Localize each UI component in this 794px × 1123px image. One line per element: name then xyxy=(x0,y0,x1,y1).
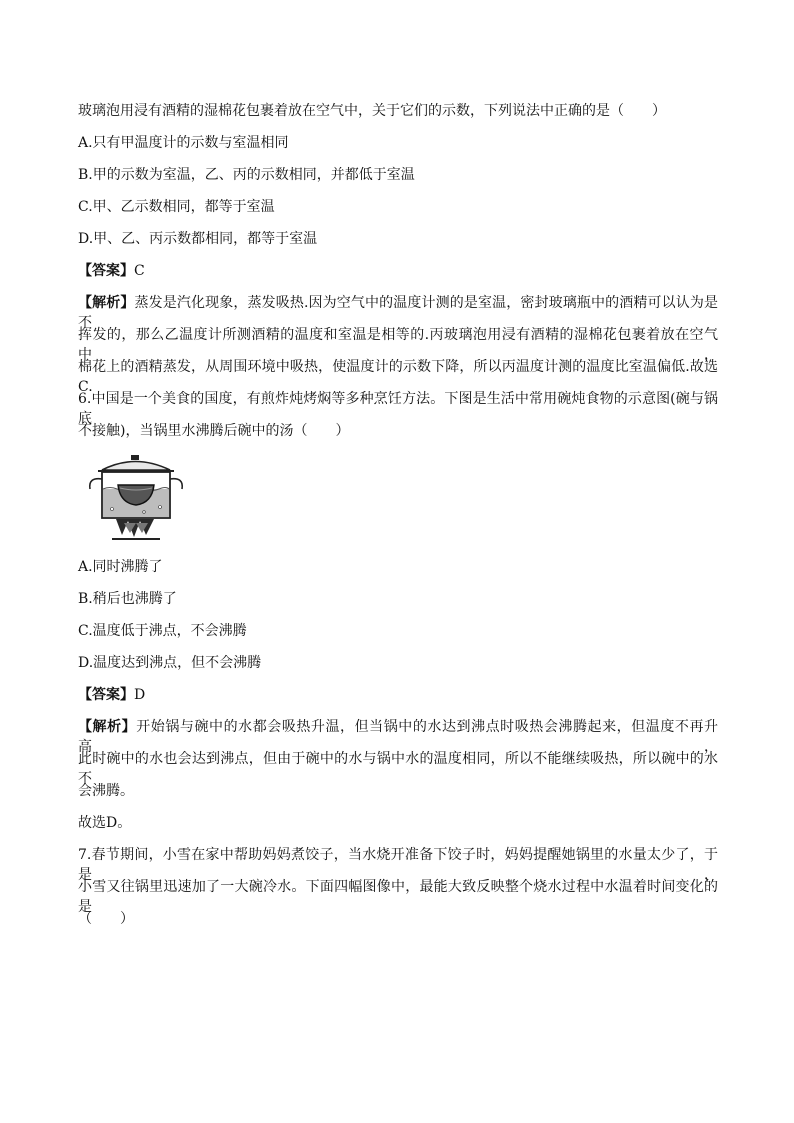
q6-analysis-line-2: 此时碗中的水也会达到沸点，但由于碗中的水与锅中水的温度相同，所以不能继续吸热，所以碗中的水不 xyxy=(78,751,718,787)
right-handle xyxy=(170,479,182,489)
q5-option-b: B.甲的示数为室温，乙、丙的示数相同，并都低于室温 xyxy=(78,167,415,183)
bubble xyxy=(159,506,162,509)
lid-knob xyxy=(131,455,139,460)
q6-option-b: B.稍后也沸腾了 xyxy=(78,591,177,607)
q5-analysis-text-1: 蒸发是汽化现象，蒸发吸热.因为空气中的温度计测的是室温，密封玻璃瓶中的酒精可以认为是不 xyxy=(78,295,719,331)
bubble xyxy=(111,508,114,511)
q5-option-a: A.只有甲温度计的示数与室温相同 xyxy=(78,135,289,151)
q6-answer xyxy=(78,685,145,705)
q6-answer-label: 【答案】 xyxy=(78,687,134,703)
q6-analysis-label: 【解析】 xyxy=(78,719,137,735)
q5-answer-value: C xyxy=(134,263,145,279)
q6-answer-value: D xyxy=(134,687,146,703)
left-handle xyxy=(90,479,102,489)
q5-stem-continuation: 玻璃泡用浸有酒精的湿棉花包裹着放在空气中，关于它们的示数，下列说法中正确的是（ ） xyxy=(78,103,666,119)
q5-analysis-line-2: 挥发的，那么乙温度计所测酒精的温度和室温是相等的.丙玻璃泡用浸有酒精的湿棉花包裹着放在空气中， xyxy=(78,327,718,363)
bubble xyxy=(143,511,146,514)
q6-conclusion: 故选D。 xyxy=(78,815,132,831)
q6-stem-line-1: 6.中国是一个美食的国度，有煎炸炖烤焖等多种烹饪方法。下图是生活中常用碗炖食物的示意图(碗与锅底 xyxy=(78,391,718,427)
q6-option-a: A.同时沸腾了 xyxy=(78,559,163,575)
q6-analysis-text-1: 开始锅与碗中的水都会吸热升温，但当锅中的水达到沸点时吸热会沸腾起来，但温度不再升高， xyxy=(78,719,718,755)
flame-icon xyxy=(116,519,154,537)
q5-option-d: D.甲、乙、丙示数都相同，都等于室温 xyxy=(78,231,318,247)
q5-answer xyxy=(78,261,145,281)
q6-analysis-line-3: 会沸腾。 xyxy=(78,783,134,799)
q7-stem-line-1: 7.春节期间，小雪在家中帮助妈妈煮饺子，当水烧开准备下饺子时，妈妈提醒她锅里的水量太少了，于是， xyxy=(78,847,718,883)
q5-analysis-line-3: 棉花上的酒精蒸发，从周围环境中吸热，使温度计的示数下降，所以丙温度计测的温度比室温偏低.故选C. xyxy=(78,359,718,395)
q7-stem-line-3: （ ） xyxy=(78,911,134,927)
q6-stem-line-2: 不接触)，当锅里水沸腾后碗中的汤（ ） xyxy=(78,423,350,439)
q5-option-c: C.甲、乙示数相同，都等于室温 xyxy=(78,199,275,215)
q5-answer-label: 【答案】 xyxy=(78,263,134,279)
q5-analysis-label: 【解析】 xyxy=(78,295,135,311)
q6-option-c: C.温度低于沸点，不会沸腾 xyxy=(78,623,247,639)
q7-stem-line-2: 小雪又往锅里迅速加了一大碗冷水。下面四幅图像中，最能大致反映整个烧水过程中水温着时间变化的是 xyxy=(78,879,718,915)
pot-bowl-figure xyxy=(82,451,190,541)
q6-option-d: D.温度达到沸点，但不会沸腾 xyxy=(78,655,262,671)
pot-lid xyxy=(102,462,170,471)
